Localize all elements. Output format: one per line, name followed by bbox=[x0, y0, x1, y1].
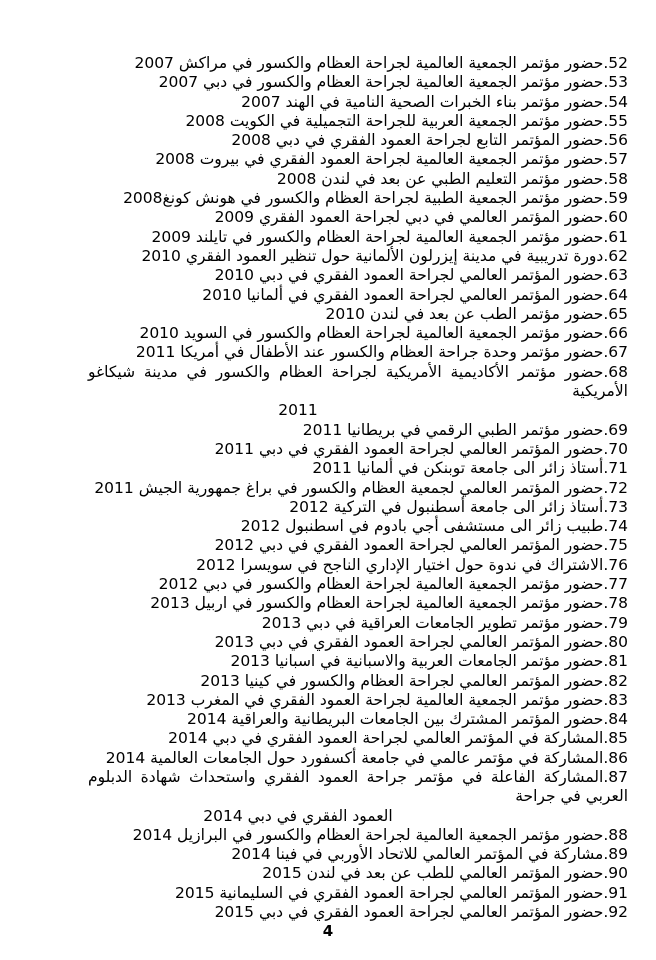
item-number: 73. bbox=[603, 497, 628, 516]
list-item bbox=[88, 93, 628, 112]
item-text: حضور المؤتمر العالمي لجراحة العمود الفقري في دبي 2013 bbox=[214, 632, 604, 651]
list-item bbox=[88, 729, 628, 748]
list-item bbox=[88, 633, 628, 652]
item-text: المشاركة في مؤتمر عالمي في جامعة أكسفورد حول الجامعات العالمية 2014 bbox=[105, 748, 604, 767]
list-item bbox=[88, 440, 628, 459]
item-number: 92. bbox=[603, 903, 628, 922]
item-number: 66. bbox=[603, 324, 628, 343]
item-text: حضور المؤتمر العالمي لجمعية العظام والكسور في براغ جمهورية الجيش 2011 bbox=[94, 478, 604, 497]
list-item bbox=[88, 459, 628, 478]
item-text-continuation: 2011 bbox=[278, 401, 318, 420]
item-text: حضور مؤتمر تطوير الجامعات العراقية في دبي 2013 bbox=[261, 613, 604, 632]
item-text: دورة تدريبية في مدينة إيزرلون الألمانية حول تنظير العمود الفقري 2010 bbox=[141, 246, 604, 265]
item-number: 65. bbox=[603, 304, 628, 323]
list-item bbox=[88, 884, 628, 903]
item-text: حضور مؤتمر التعليم الطبي عن بعد في لندن 2008 bbox=[276, 169, 604, 188]
item-number: 80. bbox=[603, 632, 628, 651]
item-number: 78. bbox=[603, 594, 628, 613]
item-text: حضور المؤتمر العالمي لجراحة العظام والكسور في كينيا 2013 bbox=[200, 671, 604, 690]
list-item bbox=[88, 691, 628, 710]
list-item bbox=[88, 652, 628, 671]
list-item bbox=[88, 903, 628, 922]
item-number: 57. bbox=[603, 150, 628, 169]
conference-list bbox=[88, 54, 628, 922]
list-item bbox=[88, 556, 628, 575]
item-text: حضور المؤتمر العالمي للطب عن بعد في لندن 2015 bbox=[262, 864, 604, 883]
list-item bbox=[88, 749, 628, 768]
item-text: طبيب زائر الى مستشفى أجي بادوم في اسطنبول 2012 bbox=[240, 517, 604, 536]
item-text: حضور مؤتمر الجمعية العالمية لجراحة العظام والكسور في تايلند 2009 bbox=[151, 227, 604, 246]
item-number: 68. bbox=[603, 362, 628, 381]
list-item bbox=[88, 131, 628, 150]
item-text: حضور مؤتمر الجمعية العربية للجراحة التجميلية في الكويت 2008 bbox=[185, 111, 604, 130]
list-item bbox=[88, 228, 628, 247]
item-text: حضور مؤتمر الجامعات العربية والاسبانية في اسبانيا 2013 bbox=[230, 652, 604, 671]
item-text: حضور المؤتمر العالمي في دبي لجراحة العمود الفقري 2009 bbox=[214, 208, 604, 227]
item-number: 69. bbox=[603, 420, 628, 439]
item-number: 71. bbox=[603, 459, 628, 478]
item-number: 60. bbox=[603, 208, 628, 227]
item-number: 64. bbox=[603, 285, 628, 304]
item-number: 72. bbox=[603, 478, 628, 497]
item-number: 86. bbox=[603, 748, 628, 767]
item-text: حضور مؤتمر وحدة جراحة العظام والكسور عند الأطفال في أمريكا 2011 bbox=[135, 343, 604, 362]
item-number: 87. bbox=[603, 767, 628, 786]
item-number: 84. bbox=[603, 710, 628, 729]
list-item bbox=[88, 864, 628, 883]
item-text: حضور المؤتمر العالمي لجراحة العمود الفقري في دبي 2015 bbox=[214, 903, 604, 922]
item-number: 76. bbox=[603, 555, 628, 574]
list-item bbox=[88, 498, 628, 517]
list-item bbox=[88, 575, 628, 594]
item-text: حضور المؤتمر العالمي لجراحة العمود الفقري في دبي 2010 bbox=[214, 266, 604, 285]
item-number: 59. bbox=[603, 189, 628, 208]
item-number: 77. bbox=[603, 575, 628, 594]
list-item bbox=[88, 594, 628, 613]
item-number: 53. bbox=[603, 73, 628, 92]
item-text: حضور المؤتمر العالمي لجراحة العمود الفقري في السليمانية 2015 bbox=[175, 883, 604, 902]
item-text: حضور مؤتمر الجمعية العالمية لجراحة العظام والكسور في البرازيل 2014 bbox=[132, 825, 604, 844]
item-text-continuation: العمود الفقري في دبي 2014 bbox=[203, 806, 393, 825]
list-item bbox=[88, 208, 628, 227]
item-text: حضور مؤتمر الجمعية العالمية لجراحة العظام والكسور في السويد 2010 bbox=[139, 324, 604, 343]
item-number: 56. bbox=[603, 131, 628, 150]
list-item bbox=[88, 54, 628, 73]
item-text: حضور المؤتمر العالمي لجراحة العمود الفقري في ألمانيا 2010 bbox=[202, 285, 604, 304]
item-number: 52. bbox=[603, 54, 628, 72]
item-text: أستاذ زائر الى جامعة أسطنبول في التركية 2012 bbox=[289, 497, 604, 516]
item-text: حضور المؤتمر المشترك بين الجامعات البريطانية والعراقية 2014 bbox=[187, 710, 604, 729]
list-item bbox=[88, 710, 628, 729]
item-text: حضور المؤتمر العالمي لجراحة العمود الفقري في دبي 2011 bbox=[214, 439, 604, 458]
item-number: 85. bbox=[603, 729, 628, 748]
list-item bbox=[88, 247, 628, 266]
item-text: حضور مؤتمر الطب عن بعد في لندن 2010 bbox=[325, 304, 604, 323]
list-item bbox=[88, 266, 628, 285]
item-text: المشاركة في المؤتمر العالمي لجراحة العمود الفقري في دبي 2014 bbox=[168, 729, 604, 748]
item-number: 55. bbox=[603, 111, 628, 130]
item-text: الاشتراك في ندوة حول اختيار الإداري الناجح في سويسرا 2012 bbox=[196, 555, 604, 574]
list-item bbox=[88, 150, 628, 169]
list-item bbox=[88, 170, 628, 189]
item-text: المشاركة الفاعلة في مؤتمر جراحة العمود الفقري واستحداث شهادة الدبلوم العربي في جراحة bbox=[88, 767, 628, 806]
item-text: حضور المؤتمر التابع لجراحة العمود الفقري في دبي 2008 bbox=[231, 131, 604, 150]
item-number: 62. bbox=[603, 246, 628, 265]
list-item bbox=[88, 826, 628, 845]
item-number: 67. bbox=[603, 343, 628, 362]
item-number: 74. bbox=[603, 517, 628, 536]
item-number: 89. bbox=[603, 845, 628, 864]
item-text: حضور مؤتمر الجمعية العالمية لجراحة العظام والكسور في دبي 2007 bbox=[158, 73, 604, 92]
list-item bbox=[88, 343, 628, 362]
list-item bbox=[88, 517, 628, 536]
page-number: 4 bbox=[322, 922, 334, 940]
item-text: مشاركة في المؤتمر العالمي للاتحاد الأوربي في فينا 2014 bbox=[231, 845, 604, 864]
item-text: أستاذ زائر الى جامعة توبنكن في ألمانيا 2011 bbox=[312, 459, 604, 478]
item-text: حضور مؤتمر الطبي الرقمي في بريطانيا 2011 bbox=[302, 420, 604, 439]
item-number: 70. bbox=[603, 439, 628, 458]
item-number: 83. bbox=[603, 690, 628, 709]
list-item bbox=[88, 189, 628, 208]
item-number: 54. bbox=[603, 92, 628, 111]
list-item bbox=[88, 421, 628, 440]
item-text: حضور مؤتمر الجمعية العالمية لجراحة العظام والكسور في مراكش 2007 bbox=[134, 54, 604, 72]
list-item bbox=[88, 305, 628, 324]
item-number: 88. bbox=[603, 825, 628, 844]
list-item bbox=[88, 536, 628, 555]
item-number: 81. bbox=[603, 652, 628, 671]
item-text: حضور مؤتمر الجمعية العالمية لجراحة العمود الفقري في بيروت 2008 bbox=[155, 150, 604, 169]
list-item bbox=[88, 324, 628, 343]
list-item bbox=[88, 286, 628, 305]
item-number: 79. bbox=[603, 613, 628, 632]
item-number: 82. bbox=[603, 671, 628, 690]
item-text: حضور مؤتمر الجمعية العالمية لجراحة العظام والكسور في اربيل 2013 bbox=[150, 594, 604, 613]
item-text: حضور مؤتمر الأكاديمية الأمريكية لجراحة العظام والكسور في مدينة شيكاغو الأمريكية bbox=[88, 362, 628, 401]
item-number: 90. bbox=[603, 864, 628, 883]
list-item bbox=[88, 363, 628, 421]
list-item bbox=[88, 845, 628, 864]
item-text: حضور المؤتمر العالمي لجراحة العمود الفقري في دبي 2012 bbox=[214, 536, 604, 555]
list-item bbox=[88, 479, 628, 498]
item-number: 63. bbox=[603, 266, 628, 285]
list-item bbox=[88, 768, 628, 826]
item-number: 61. bbox=[603, 227, 628, 246]
item-text: حضور مؤتمر الجمعية العالمية لجراحة العمود الفقري في المغرب 2013 bbox=[146, 690, 604, 709]
list-item bbox=[88, 73, 628, 92]
list-item bbox=[88, 112, 628, 131]
item-text: حضور مؤتمر الجمعية العالمية لجراحة العظام والكسور في دبي 2012 bbox=[158, 575, 604, 594]
item-text: حضور مؤتمر بناء الخبرات الصحية النامية في الهند 2007 bbox=[241, 92, 604, 111]
item-number: 75. bbox=[603, 536, 628, 555]
list-item bbox=[88, 614, 628, 633]
item-text: حضور مؤتمر الجمعية الطبية لجراحة العظام والكسور في هونش كونغ2008 bbox=[123, 189, 604, 208]
list-item bbox=[88, 672, 628, 691]
item-number: 58. bbox=[603, 169, 628, 188]
item-number: 91. bbox=[603, 883, 628, 902]
